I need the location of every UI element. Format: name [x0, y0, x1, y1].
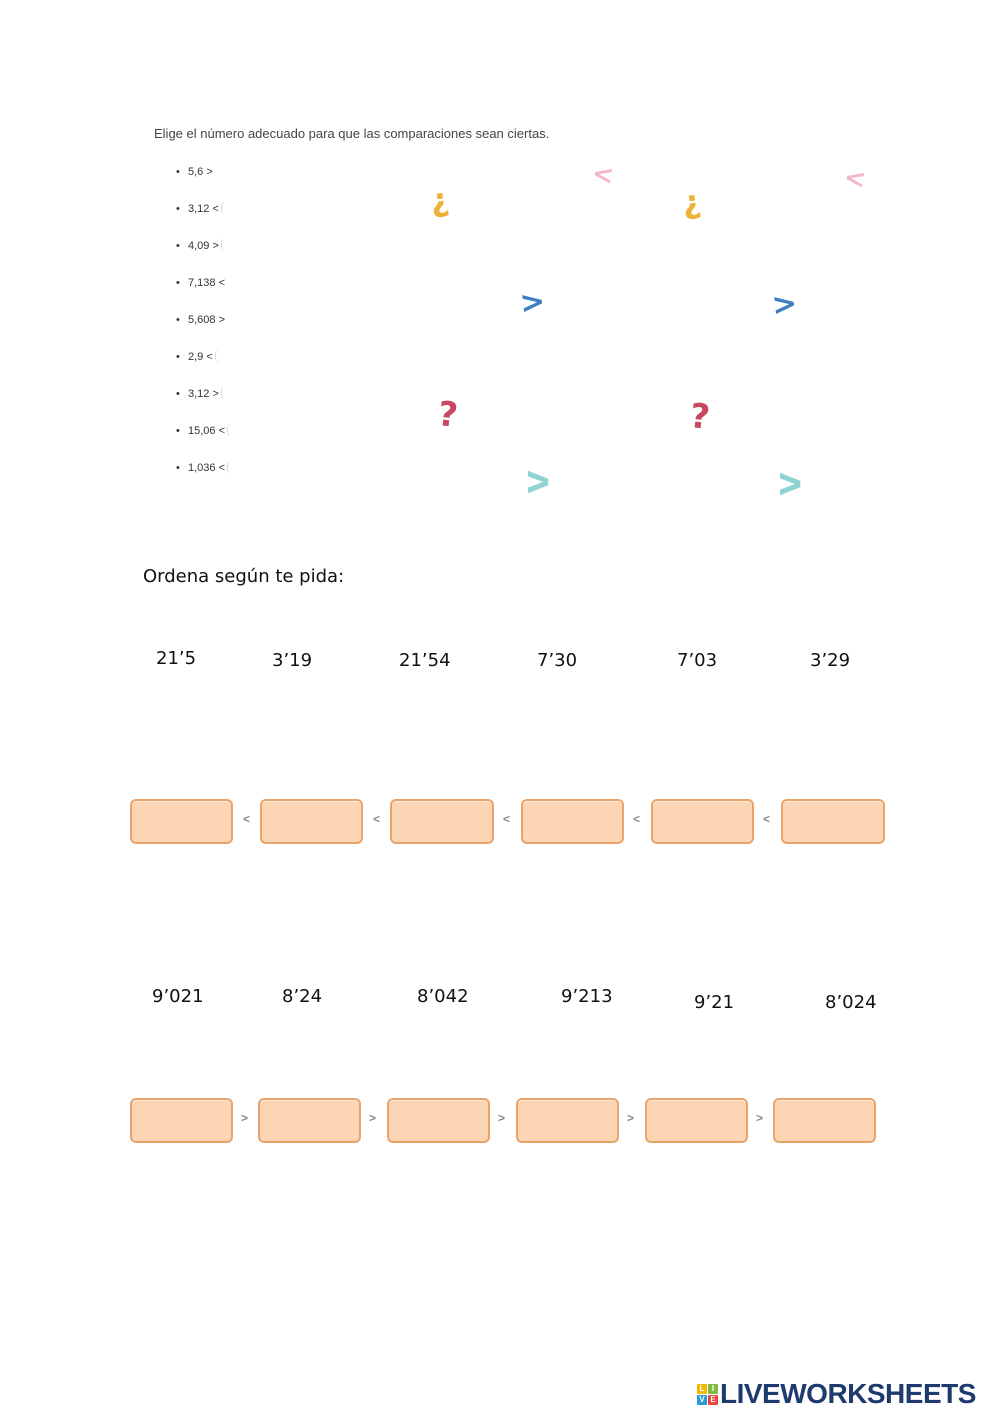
number-label: 9’021 — [152, 986, 204, 1007]
number-label: 8’24 — [282, 986, 323, 1007]
list-item: • 5,608 > — [176, 314, 226, 326]
answer-slot[interactable] — [130, 1098, 233, 1143]
answer-slot[interactable] — [258, 1098, 361, 1143]
greater-than-decoration: > — [770, 285, 799, 324]
number-label: 21’54 — [399, 650, 451, 671]
instruction-text: Elige el número adecuado para que las comparaciones sean ciertas. — [154, 126, 550, 141]
greater-than-operator: > — [369, 1111, 377, 1125]
question-decoration: ? — [435, 394, 460, 436]
number-label: 8’042 — [417, 986, 469, 1007]
answer-slot[interactable] — [773, 1098, 876, 1143]
comparison-expression: 7,138 < — [188, 277, 226, 289]
number-label: 3’19 — [272, 650, 313, 671]
answer-slot[interactable] — [781, 799, 885, 844]
list-item: • 7,138 < — [176, 277, 226, 289]
logo-letter: L — [697, 1384, 707, 1394]
comparison-expression: 2,9 < — [188, 351, 213, 363]
less-than-decoration: < — [841, 162, 869, 196]
greater-than-operator: > — [498, 1111, 506, 1125]
list-item: • 3,12 < — [176, 202, 234, 239]
logo-letter: E — [708, 1395, 718, 1405]
logo-mark-icon — [697, 1384, 718, 1405]
answer-slot[interactable] — [390, 799, 494, 844]
less-than-operator: < — [243, 812, 251, 826]
answer-slot[interactable] — [516, 1098, 619, 1143]
list-item: • 15,06 < — [176, 424, 234, 461]
less-than-operator: < — [763, 812, 771, 826]
comparison-expression: 3,12 < — [188, 203, 219, 215]
list-item: • 2,9 < — [176, 350, 234, 387]
number-label: 9’21 — [694, 992, 735, 1013]
number-label: 9’213 — [561, 986, 613, 1007]
answer-blank[interactable] — [221, 387, 228, 399]
answer-blank[interactable] — [227, 461, 234, 473]
list-item: • 1,036 < — [176, 461, 234, 498]
v-decoration: V — [773, 472, 807, 496]
liveworksheets-logo — [697, 1378, 976, 1410]
comparison-expression: 3,12 > — [188, 388, 219, 400]
question-decoration: ? — [687, 396, 712, 438]
answer-blank[interactable] — [221, 239, 228, 251]
list-item: • 5,6 > — [176, 166, 213, 178]
answer-blank[interactable] — [221, 202, 228, 214]
answer-slot[interactable] — [521, 799, 624, 844]
greater-than-operator: > — [627, 1111, 635, 1125]
less-than-decoration: < — [589, 158, 617, 192]
number-label: 3’29 — [810, 650, 851, 671]
greater-than-operator: > — [756, 1111, 764, 1125]
logo-letter: V — [697, 1395, 707, 1405]
answer-blank[interactable] — [215, 350, 222, 362]
comparison-expression: 15,06 < — [188, 425, 226, 437]
list-item: • 4,09 > — [176, 239, 234, 276]
greater-than-decoration: > — [518, 283, 547, 322]
number-label: 7’03 — [677, 650, 718, 671]
less-than-operator: < — [503, 812, 511, 826]
answer-slot[interactable] — [130, 799, 233, 844]
comparison-expression: 1,036 < — [188, 462, 226, 474]
answer-slot[interactable] — [645, 1098, 748, 1143]
number-label: 21’5 — [156, 648, 197, 669]
section-title: Ordena según te pida: — [143, 566, 345, 587]
inverted-question-decoration: ¿ — [427, 179, 452, 221]
less-than-operator: < — [633, 812, 641, 826]
v-decoration: V — [521, 470, 555, 494]
answer-slot[interactable] — [387, 1098, 490, 1143]
number-label: 8’024 — [825, 992, 877, 1013]
comparison-list — [176, 165, 234, 498]
greater-than-operator: > — [241, 1111, 249, 1125]
comparison-expression: 5,6 > — [188, 166, 213, 178]
comparison-expression: 5,608 > — [188, 314, 226, 326]
answer-slot[interactable] — [651, 799, 754, 844]
comparison-expression: 4,09 > — [188, 240, 219, 252]
logo-text: LIVEWORKSHEETS — [720, 1378, 976, 1409]
less-than-operator: < — [373, 812, 381, 826]
inverted-question-decoration: ¿ — [679, 181, 704, 223]
list-item: • 3,12 > — [176, 387, 234, 424]
answer-blank[interactable] — [227, 424, 234, 436]
logo-letter: I — [708, 1384, 718, 1394]
number-label: 7’30 — [537, 650, 578, 671]
answer-slot[interactable] — [260, 799, 363, 844]
